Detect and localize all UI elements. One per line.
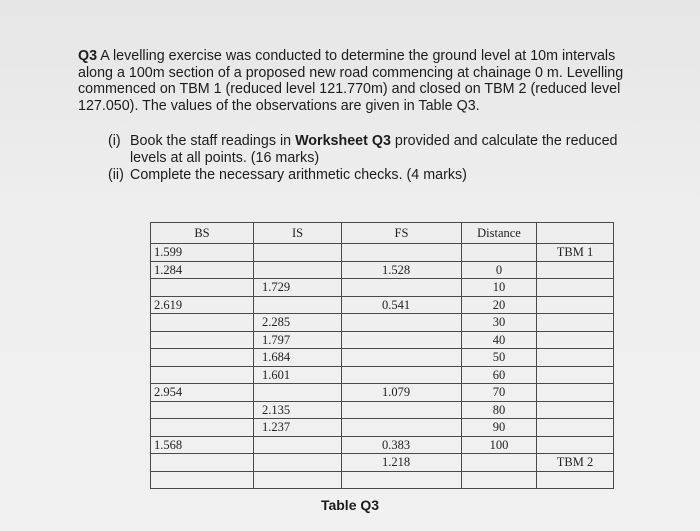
cell-bs: 2.954	[151, 384, 254, 402]
cell-is: 1.729	[254, 279, 342, 297]
cell-is: 1.684	[254, 349, 342, 367]
cell-bs	[151, 366, 254, 384]
cell-distance: 10	[462, 279, 537, 297]
cell-bs: 1.568	[151, 436, 254, 454]
table-row	[151, 471, 614, 489]
cell-remarks	[537, 314, 614, 332]
cell-bs	[151, 454, 254, 472]
cell-bs	[151, 401, 254, 419]
table-header-row	[151, 223, 614, 244]
cell-fs	[342, 279, 462, 297]
cell-is	[254, 384, 342, 402]
cell-remarks	[537, 384, 614, 402]
cell-distance	[462, 454, 537, 472]
cell-bs	[151, 471, 254, 489]
cell-bs: 2.619	[151, 296, 254, 314]
cell-fs: 1.079	[342, 384, 462, 402]
levelling-table	[150, 222, 614, 489]
cell-bs: 1.284	[151, 261, 254, 279]
cell-fs	[342, 331, 462, 349]
cell-remarks: TBM 2	[537, 454, 614, 472]
table-row	[151, 401, 614, 419]
part-number: (i)	[108, 133, 121, 149]
table-row	[151, 349, 614, 367]
worksheet-reference: Worksheet Q3	[295, 133, 391, 149]
table-row	[151, 279, 614, 297]
cell-remarks: TBM 1	[537, 244, 614, 262]
question-body: A levelling exercise was conducted to determine the ground level at 10m intervals along a 100m section of a proposed new road commencing at chainage 0 m. Levelling commenced on TBM 1 (reduced level 121.770m) and closed on TBM 2 (reduced level 127.050). The values of the observations are given in Table Q3.	[78, 48, 624, 114]
cell-fs: 0.383	[342, 436, 462, 454]
part-ii	[108, 167, 648, 184]
cell-bs	[151, 314, 254, 332]
cell-is	[254, 244, 342, 262]
table-row	[151, 296, 614, 314]
cell-remarks	[537, 366, 614, 384]
part-text-start: Book the staff readings in	[130, 133, 296, 149]
part-text	[130, 133, 648, 166]
cell-fs: 0.541	[342, 296, 462, 314]
cell-is: 2.135	[254, 401, 342, 419]
header-bs: BS	[151, 223, 254, 244]
header-remarks	[537, 223, 614, 244]
cell-bs	[151, 419, 254, 437]
cell-bs	[151, 331, 254, 349]
cell-remarks	[537, 331, 614, 349]
cell-fs	[342, 244, 462, 262]
cell-distance: 20	[462, 296, 537, 314]
cell-fs: 1.528	[342, 261, 462, 279]
cell-distance: 90	[462, 419, 537, 437]
cell-fs	[342, 401, 462, 419]
cell-distance	[462, 471, 537, 489]
cell-distance	[462, 244, 537, 262]
part-number: (ii)	[108, 167, 124, 183]
cell-is	[254, 296, 342, 314]
table-caption: Table Q3	[320, 497, 380, 513]
cell-distance: 30	[462, 314, 537, 332]
cell-remarks	[537, 349, 614, 367]
table-row	[151, 261, 614, 279]
cell-is	[254, 436, 342, 454]
cell-is: 1.237	[254, 419, 342, 437]
table-row	[151, 454, 614, 472]
cell-remarks	[537, 261, 614, 279]
cell-bs	[151, 349, 254, 367]
question-parts	[108, 133, 648, 185]
table-row	[151, 384, 614, 402]
cell-fs	[342, 471, 462, 489]
cell-distance: 50	[462, 349, 537, 367]
part-text: Complete the necessary arithmetic checks. (4 marks)	[130, 167, 467, 183]
part-text-end: provided and calculate the reduced levels at all points. (16 marks)	[130, 133, 618, 166]
cell-distance: 70	[462, 384, 537, 402]
cell-distance: 0	[462, 261, 537, 279]
cell-remarks	[537, 279, 614, 297]
header-distance: Distance	[462, 223, 537, 244]
header-is: IS	[254, 223, 342, 244]
levelling-table-container	[150, 222, 614, 489]
cell-remarks	[537, 436, 614, 454]
cell-remarks	[537, 296, 614, 314]
cell-bs	[151, 279, 254, 297]
table-body	[151, 244, 614, 489]
cell-distance: 100	[462, 436, 537, 454]
cell-fs: 1.218	[342, 454, 462, 472]
cell-distance: 80	[462, 401, 537, 419]
cell-is: 1.601	[254, 366, 342, 384]
cell-distance: 60	[462, 366, 537, 384]
cell-is	[254, 261, 342, 279]
table-row	[151, 244, 614, 262]
cell-fs	[342, 314, 462, 332]
cell-fs	[342, 419, 462, 437]
table-row	[151, 436, 614, 454]
cell-remarks	[537, 419, 614, 437]
table-row	[151, 419, 614, 437]
cell-is	[254, 471, 342, 489]
cell-bs: 1.599	[151, 244, 254, 262]
cell-distance: 40	[462, 331, 537, 349]
question-text	[78, 48, 638, 114]
part-i	[108, 133, 648, 166]
cell-is	[254, 454, 342, 472]
cell-remarks	[537, 401, 614, 419]
cell-is: 1.797	[254, 331, 342, 349]
cell-is: 2.285	[254, 314, 342, 332]
question-number: Q3	[78, 48, 98, 64]
cell-fs	[342, 366, 462, 384]
table-row	[151, 331, 614, 349]
cell-fs	[342, 349, 462, 367]
table-row	[151, 314, 614, 332]
header-fs: FS	[342, 223, 462, 244]
table-row	[151, 366, 614, 384]
cell-remarks	[537, 471, 614, 489]
